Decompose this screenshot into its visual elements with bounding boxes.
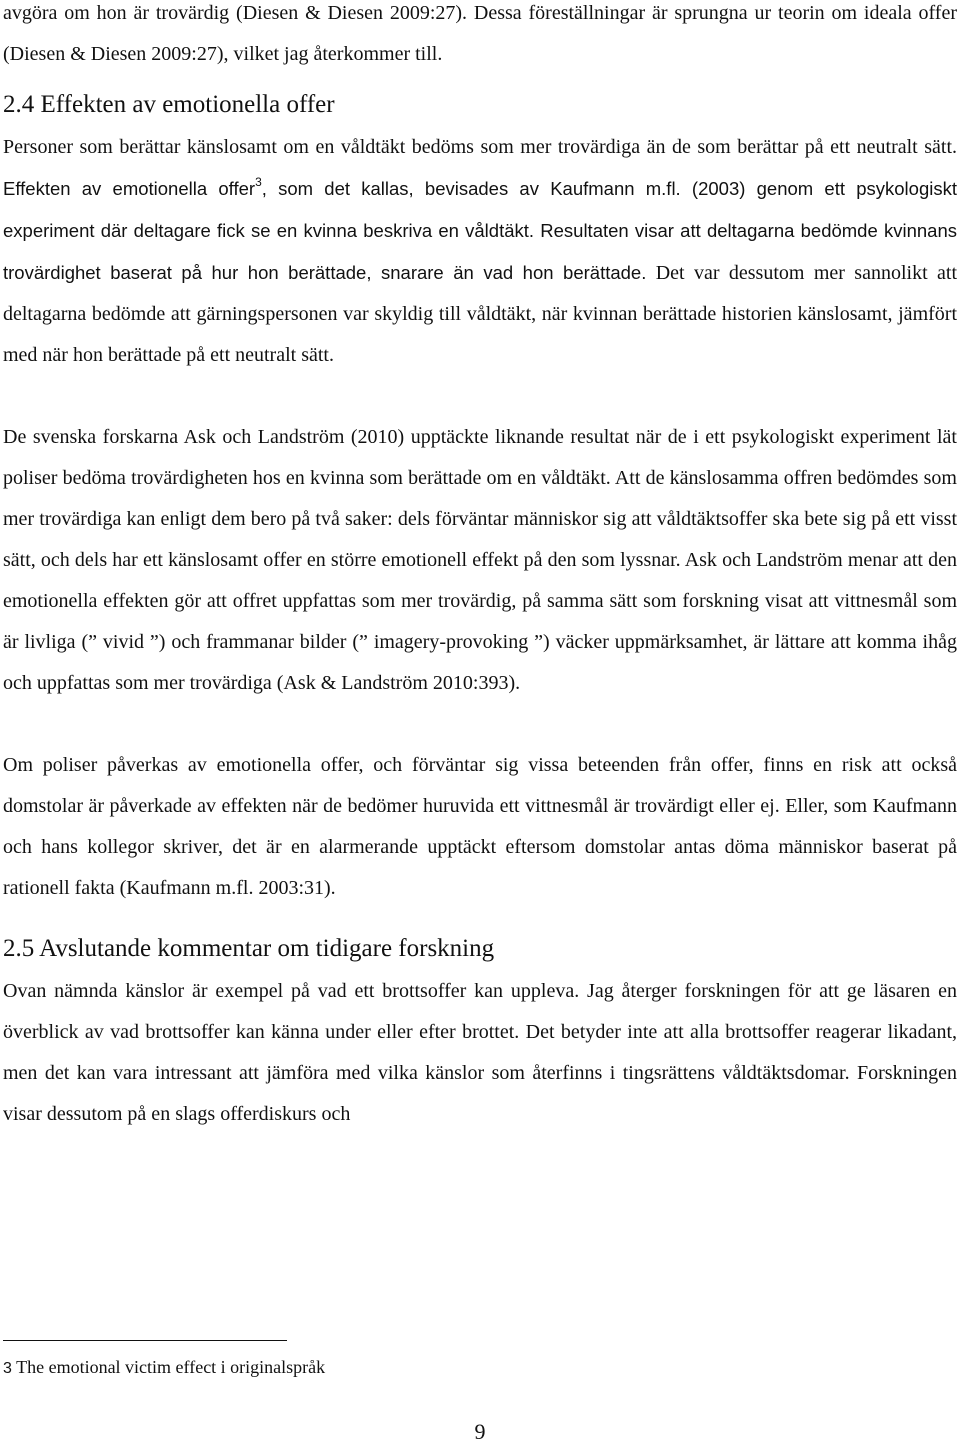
section-heading-2-4: 2.4 Effekten av emotionella offer (3, 91, 335, 118)
document-page (3, 0, 957, 1135)
intro-paragraph: avgöra om hon är trovärdig (Diesen & Diesen 2009:27). Dessa föreställningar är sprungna ur teorin om ideala offer (Diesen & Diesen 2009:27), vilket jag återkommer till. (3, 2, 957, 65)
section-2-4-paragraph-3: Om poliser påverkas av emotionella offer, och förväntar sig vissa beteenden från offer, finns en risk att också domstolar är påverkade av effekten när de bedömer huruvida ett vittnesmål är trovärdigt eller ej. Eller, som Kaufmann och hans kollegor skriver, det är en alarmerande upptäckt eftersom domstolar antas döma människor baserat på rationell fakta (Kaufmann m.fl. 2003:31). (3, 754, 957, 899)
paragraph-text: Det var dessutom mer sannolikt att deltagarna bedömde att gärningspersonen var skyldig till våldtäkt, när kvinnan berättade historien känslosamt, jämfört med när hon berättade på ett neutralt sätt. (3, 262, 957, 366)
section-heading-2-5: 2.5 Avslutande kommentar om tidigare forskning (3, 935, 495, 962)
page-number: 9 (474, 1419, 486, 1444)
paragraph-text: , som det kallas, bevisades av Kaufmann m.fl. (2003) genom ett psykologiskt experiment där deltagare fick se en kvinna beskriva en våldtäkt. Resultaten visar att deltagarna bedömde kvinnans trovärdighet baserat på hur hon berättade, snarare än vad hon berättade. (3, 178, 957, 283)
section-2-4-paragraph-1 (3, 127, 957, 376)
footnote-reference: 3 (255, 174, 262, 189)
emotional-victim-effect-term: Effekten av emotionella offer (3, 178, 256, 199)
footnote (3, 1355, 325, 1381)
footnote-text: The emotional victim effect i originalspråk (16, 1357, 326, 1377)
paragraph-text: Personer som berättar känslosamt om en våldtäkt bedöms som mer trovärdiga än de som berättar på ett neutralt sätt. (3, 136, 957, 158)
footnote-mark: 3 (3, 1360, 12, 1377)
section-2-5-paragraph-1: Ovan nämnda känslor är exempel på vad ett brottsoffer kan uppleva. Jag återger forskningen för att ge läsaren en överblick av vad brottsoffer kan känna under eller efter brottet. Det betyder inte att alla brottsoffer reagerar likadant, men det kan vara intressant att jämföra med vilka känslor som återfinns i tingsrättens våldtäktsdomar. Forskningen visar dessutom på en slags offerdiskurs och (3, 980, 957, 1125)
section-2-4-paragraph-2: De svenska forskarna Ask och Landström (2010) upptäckte liknande resultat när de i ett psykologiskt experiment lät poliser bedöma trovärdigheten hos en kvinna som berättade om en våldtäkt. Att de känslosamma offren bedömdes som mer trovärdiga kan enligt dem bero på två saker: dels förväntar människor sig att våldtäktsoffer ska bete sig på ett visst sätt, och dels har ett känslosamt offer en större emotionell effekt på den som lyssnar. Ask och Landström menar att den emotionella effekten gör att offret uppfattas som mer trovärdig, på samma sätt som forskning visat att vittnesmål som är livliga (” vivid ”) och frammanar bilder (” imagery-provoking ”) väcker uppmärksamhet, är lättare att komma ihåg och uppfattas som mer trovärdiga (Ask & Landström 2010:393). (3, 426, 957, 694)
footnote-divider (3, 1340, 287, 1341)
